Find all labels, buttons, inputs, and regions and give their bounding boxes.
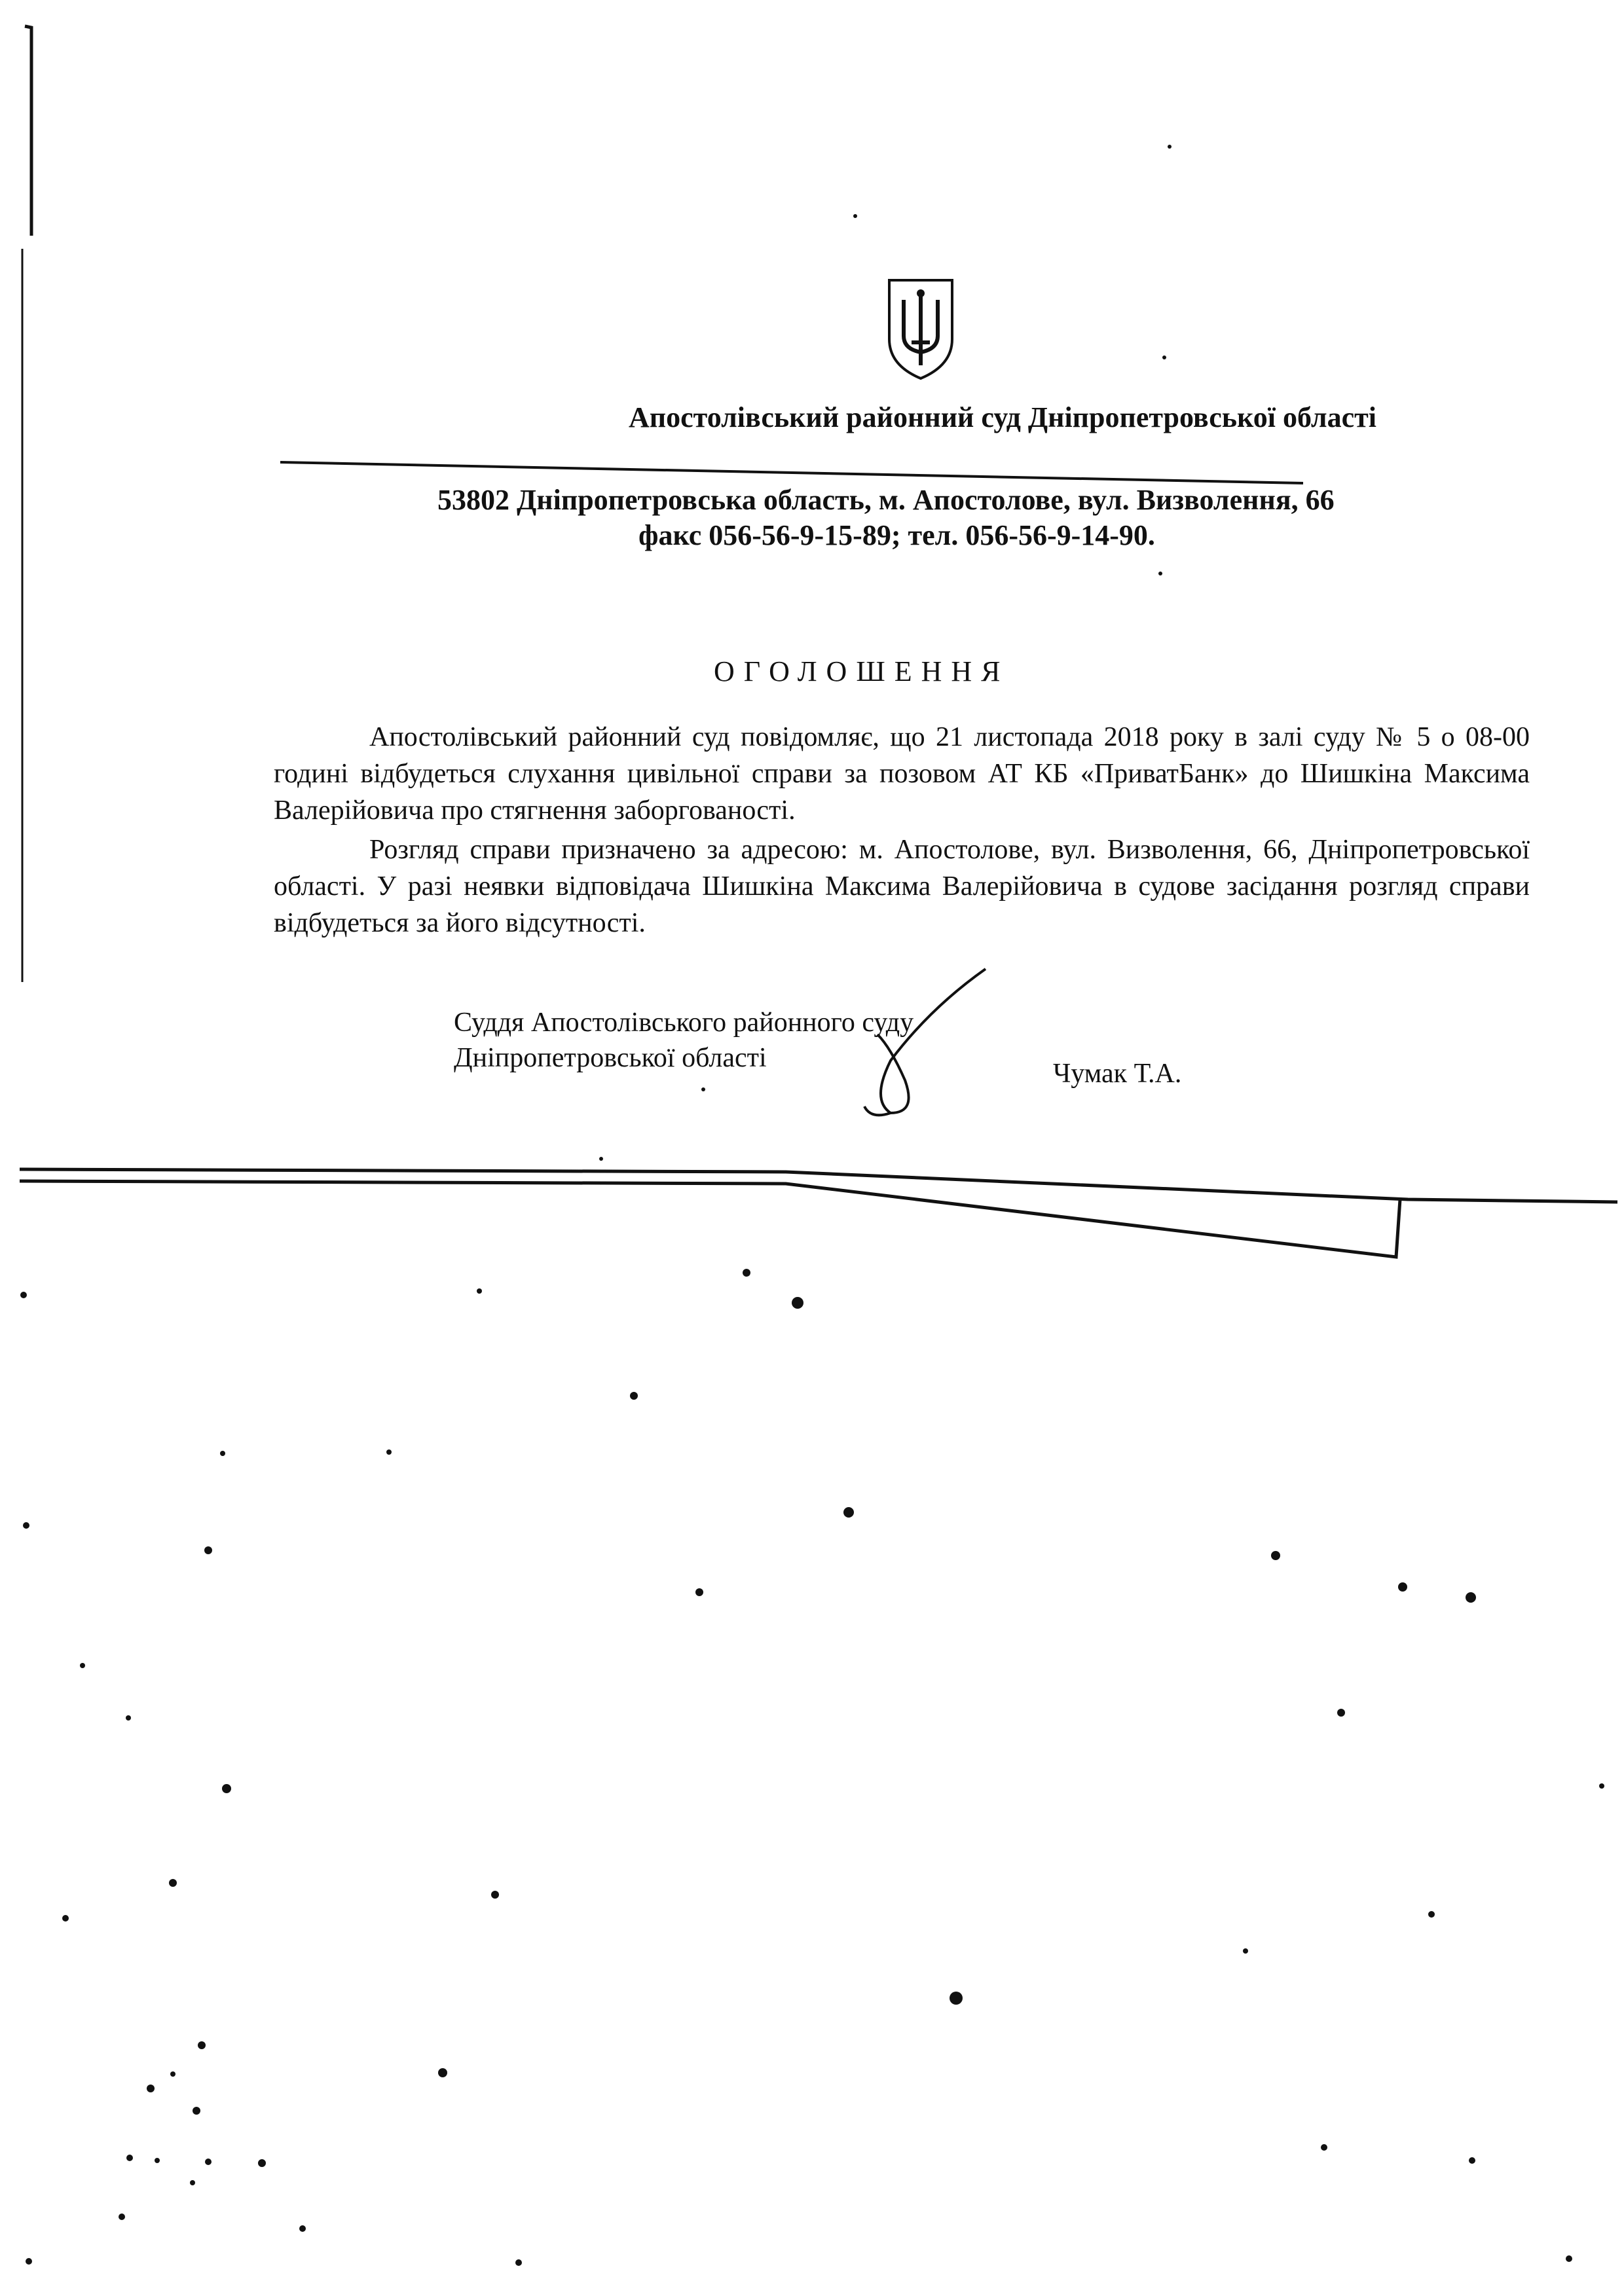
court-address: 53802 Дніпропетровська область, м. Апостолове, вул. Визволення, 66 (437, 484, 1335, 516)
announcement-paragraph-1: Апостолівський районний суд повідомляє, що 21 листопада 2018 року в залі суду № 5 о 08-00 годині відбудеться слухання цивільної справи за позовом АТ КБ «ПриватБанк» до Шишкіна Максима Валерійовича про стягнення заборгованості. (274, 722, 1530, 826)
judge-position-line-2: Дніпропетровської області (454, 1043, 767, 1073)
judge-name: Чумак Т.А. (1053, 1059, 1182, 1089)
document-title: ОГОЛОШЕННЯ (714, 655, 1010, 687)
scan-noise (20, 145, 1604, 2266)
scan-margin-line (25, 26, 31, 236)
header-divider (280, 462, 1303, 483)
court-name: Апостолівський районний суд Дніпропетровської області (629, 401, 1376, 433)
announcement-paragraph-2: Розгляд справи призначено за адресою: м. Апостолове, вул. Визволення, 66, Дніпропетровської області. У разі неявки відповідача Шишкіна Максима Валерійовича в судове засідання розгляд справи відбудеться за його відсутності. (274, 835, 1530, 938)
judge-position-line-1: Суддя Апостолівського районного суду (454, 1008, 914, 1038)
court-contacts: факс 056-56-9-15-89; тел. 056-56-9-14-90. (638, 519, 1155, 551)
scan-fold-edge (20, 1169, 1617, 1257)
trident-coat-of-arms-icon (889, 280, 952, 378)
handwritten-signature (864, 969, 986, 1115)
